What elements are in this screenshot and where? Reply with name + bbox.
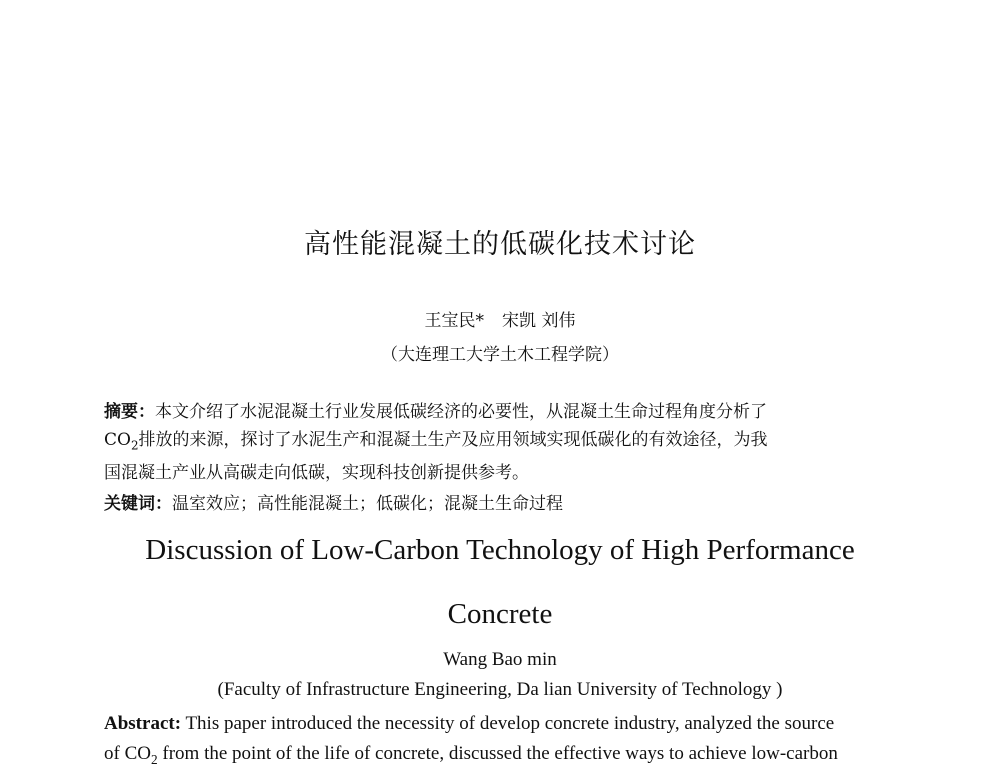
author-3: 刘伟 [541,311,576,331]
author-2: 宋凯 [502,311,537,331]
english-title-line-1: Discussion of Low-Carbon Technology of High Performance [145,534,855,566]
english-affiliation: (Faculty of Infrastructure Engineering, Da lian University of Technology ) [217,679,783,700]
english-abstract-label: Abstract: [104,713,182,734]
chinese-affiliation: （大连理工大学土木工程学院） [381,345,619,365]
english-title-line-2: Concrete [447,598,553,630]
chinese-keywords-text: 温室效应；高性能混凝土；低碳化；混凝土生命过程 [172,494,563,514]
author-1: 王宝民* [424,311,485,331]
chinese-authors [0,306,1000,331]
chinese-abstract-label: 摘要： [104,402,155,422]
english-abstract-line-2: of $CO_2$ from the point of the life of concrete, discussed the effective ways to achieve low-carbon [104,743,838,767]
chinese-abstract [104,398,900,487]
chinese-keywords-label: 关键词： [104,494,172,514]
chinese-abstract-line-1: 摘要：本文介绍了水泥混凝土行业发展低碳经济的必要性，从混凝土生命过程角度分析了 [104,402,767,422]
chinese-abstract-line-3: 国混凝土产业从高碳走向低碳，实现科技创新提供参考。 [104,463,529,484]
english-abstract-line-1: Abstract: This paper introduced the necessity of develop concrete industry, analyzed the source [104,713,835,734]
english-author: Wang Bao min [443,649,557,670]
chinese-keywords [104,489,900,514]
chinese-abstract-line-2: $CO_2$排放的来源，探讨了水泥生产和混凝土生产及应用领域实现低碳化的有效途径，为我 [104,430,768,453]
english-abstract [104,709,900,775]
chinese-title: 高性能混凝土的低碳化技术讨论 [304,229,696,260]
